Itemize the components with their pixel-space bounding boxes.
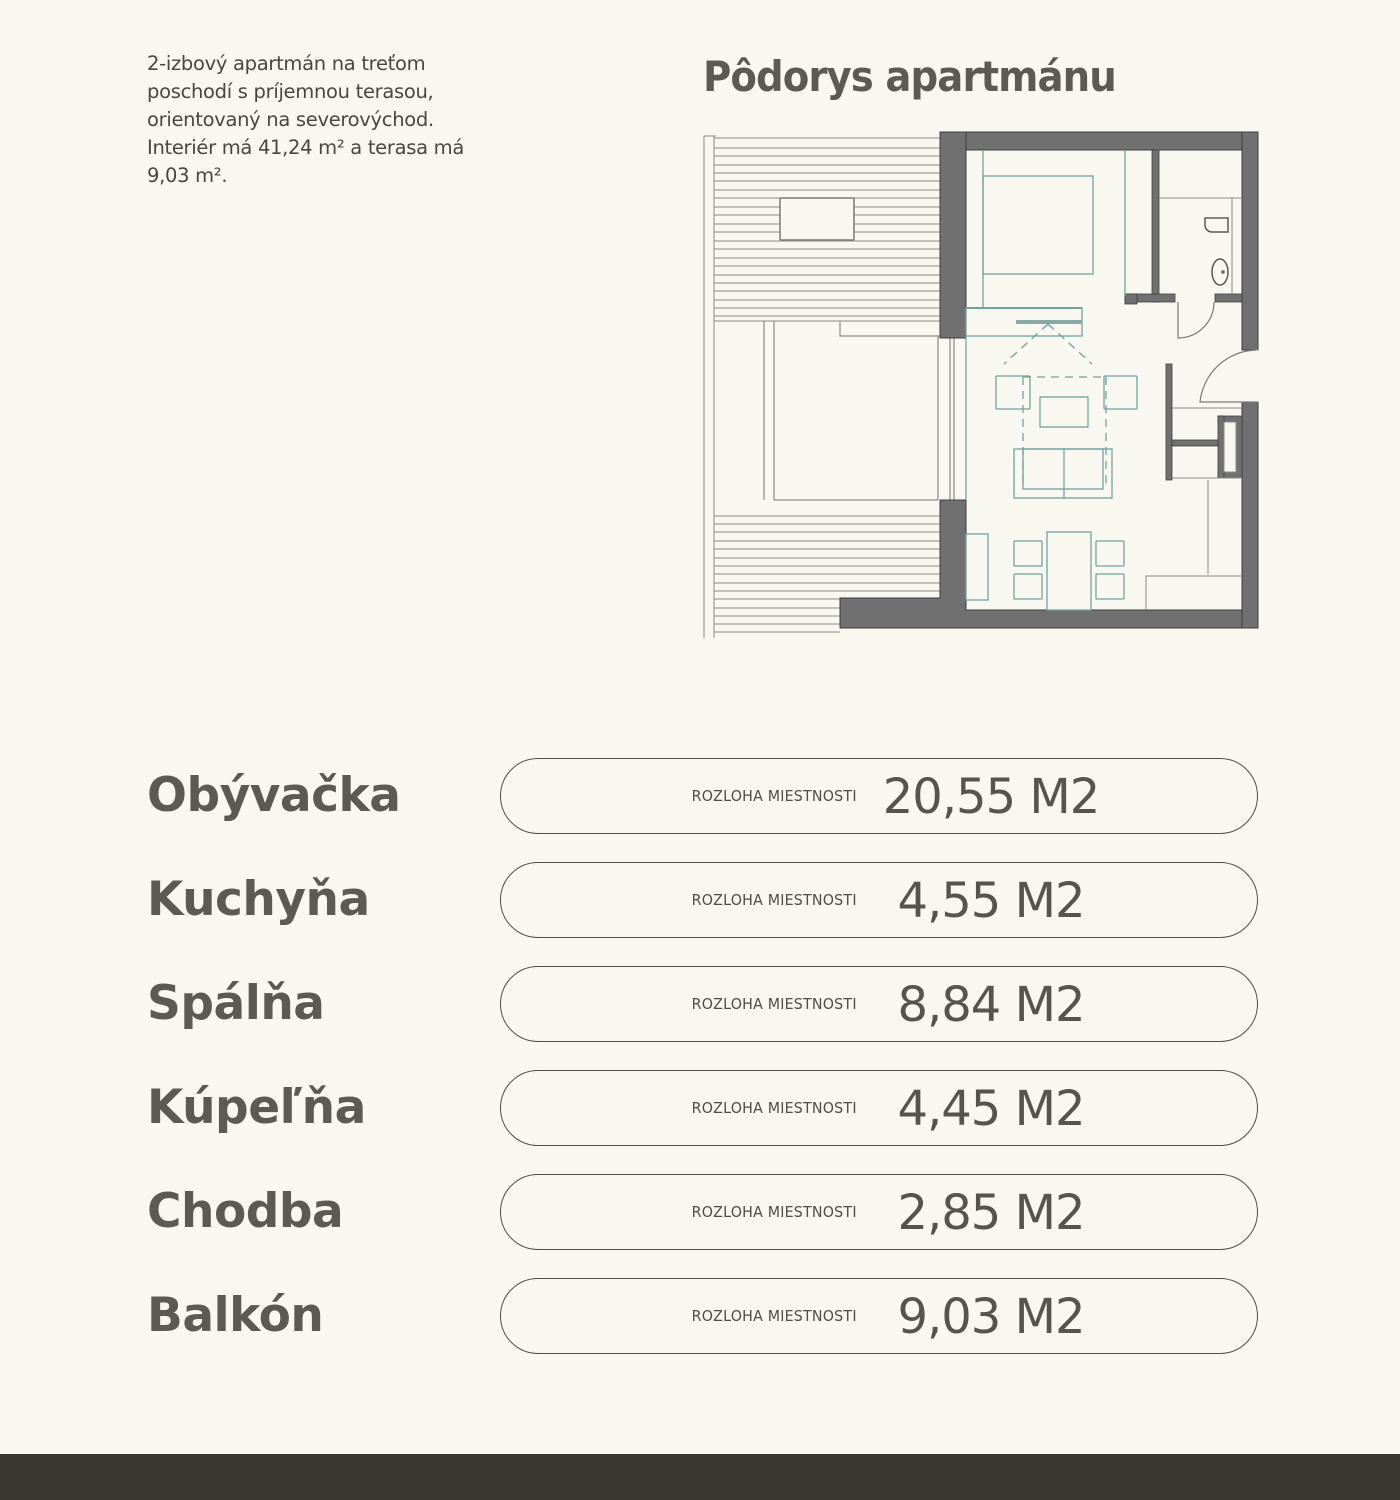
room-row-kuchyna bbox=[147, 862, 1258, 938]
room-area-pill bbox=[500, 1070, 1258, 1146]
room-area-label: ROZLOHA MIESTNOSTI bbox=[691, 1099, 857, 1117]
room-area-label: ROZLOHA MIESTNOSTI bbox=[691, 1307, 857, 1325]
room-name: Obývačka bbox=[147, 768, 401, 823]
room-name: Kúpeľňa bbox=[147, 1080, 366, 1135]
room-area-value: 8,84 M2 bbox=[897, 977, 1085, 1033]
room-area-value: 2,85 M2 bbox=[897, 1185, 1085, 1241]
room-area-pill bbox=[500, 1174, 1258, 1250]
room-area-value: 4,55 M2 bbox=[897, 873, 1085, 929]
room-area-label: ROZLOHA MIESTNOSTI bbox=[691, 891, 857, 909]
floorplan-image bbox=[700, 128, 1262, 640]
room-area-pill bbox=[500, 966, 1258, 1042]
room-row-spalna bbox=[147, 966, 1258, 1042]
room-row-balkon bbox=[147, 1278, 1258, 1354]
room-name: Chodba bbox=[147, 1184, 344, 1239]
room-area-list bbox=[147, 758, 1258, 1382]
room-row-obyvacka bbox=[147, 758, 1258, 834]
room-name: Balkón bbox=[147, 1288, 324, 1343]
room-area-value: 20,55 M2 bbox=[882, 769, 1100, 825]
room-area-value: 4,45 M2 bbox=[897, 1081, 1085, 1137]
room-area-pill bbox=[500, 1278, 1258, 1354]
room-area-label: ROZLOHA MIESTNOSTI bbox=[691, 995, 857, 1013]
apartment-description: 2-izbový apartmán na treťom poschodí s príjemnou terasou, orientovaný na severovýchod. Interiér má 41,24 m² a terasa má 9,03 m². bbox=[147, 52, 464, 187]
room-area-label: ROZLOHA MIESTNOSTI bbox=[691, 787, 857, 805]
room-area-value: 9,03 M2 bbox=[897, 1289, 1085, 1345]
room-area-pill bbox=[500, 758, 1258, 834]
room-row-chodba bbox=[147, 1174, 1258, 1250]
floorplan-title: Pôdorys apartmánu bbox=[703, 52, 1116, 101]
room-area-pill bbox=[500, 862, 1258, 938]
room-name: Kuchyňa bbox=[147, 872, 370, 927]
room-row-kupelna bbox=[147, 1070, 1258, 1146]
footer-bar bbox=[0, 1454, 1400, 1500]
room-name: Spálňa bbox=[147, 976, 325, 1031]
room-area-label: ROZLOHA MIESTNOSTI bbox=[691, 1203, 857, 1221]
